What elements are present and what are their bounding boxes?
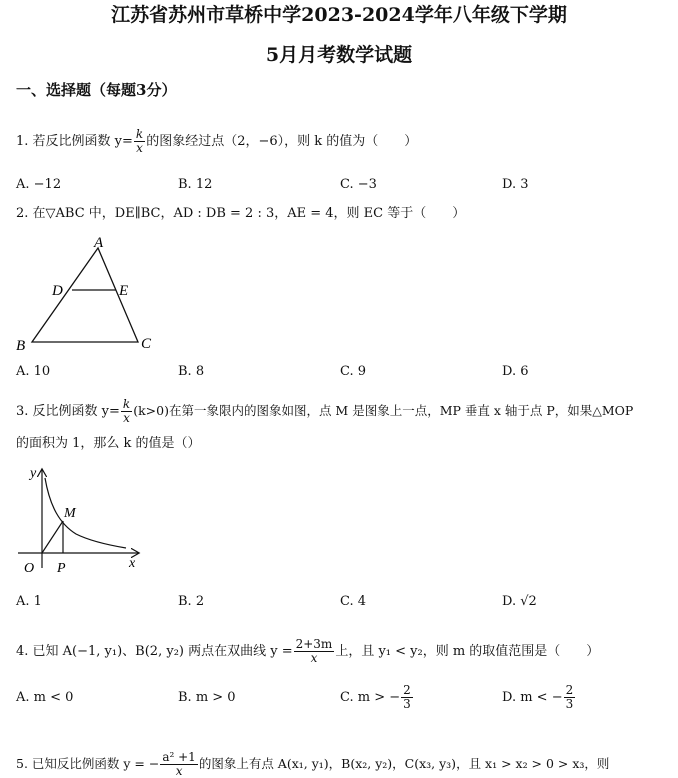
q1-frac-den: x: [136, 141, 143, 155]
q3-option-c: C. 4: [340, 594, 367, 609]
q4-frac-num: 2+3m: [295, 637, 333, 651]
label-x: x: [129, 556, 136, 571]
q4-option-d: [502, 684, 576, 711]
label-e: E: [119, 283, 129, 299]
q5-suffix: 的图象上有点 A(x₁, y₁)，B(x₂, y₂)，C(x₃, y₃)，且 x₁ > x₂ > 0 > x₃，则: [198, 756, 610, 771]
hyperbola-figure: [14, 462, 144, 578]
q4-option-c-num: 2: [403, 683, 411, 697]
q3-option-a: A. 1: [16, 594, 42, 609]
question-5: [16, 751, 609, 778]
q3-prefix: 3. 反比例函数 y=: [16, 404, 120, 419]
triangle-figure: [10, 232, 160, 354]
q3-option-d: D. √2: [502, 594, 537, 609]
q5-frac-num: a² +1: [162, 750, 196, 764]
q1-frac-num: k: [135, 127, 144, 141]
q1-option-a: A. −12: [16, 177, 62, 192]
q5-frac-den: x: [175, 764, 183, 778]
q3-option-b: B. 2: [178, 594, 205, 609]
q2-option-b: B. 8: [178, 364, 205, 379]
q4-option-d-fraction: [564, 684, 576, 711]
q5-fraction: [160, 751, 197, 778]
q4-option-c-prefix: C. m > −: [340, 690, 401, 705]
label-a: A: [94, 235, 104, 251]
label-y: y: [30, 466, 37, 481]
q4-option-c-fraction: [401, 684, 413, 711]
q4-suffix: 上，且 y₁ < y₂，则 m 的取值范围是（ ）: [335, 644, 600, 659]
q4-fraction: [294, 638, 335, 665]
q1-prefix: 1. 若反比例函数 y=: [16, 134, 133, 149]
q1-option-d: D. 3: [502, 177, 529, 192]
q1-suffix: 的图象经过点（2，−6），则 k 的值为（ ）: [146, 134, 418, 149]
q1-option-c: C. −3: [340, 177, 377, 192]
label-b: B: [16, 338, 26, 354]
q4-option-a: A. m < 0: [16, 690, 74, 705]
label-c: C: [141, 336, 152, 352]
hyperbola-curve: [45, 478, 126, 548]
q2-option-d: D. 6: [502, 364, 529, 379]
q3-frac-num: k: [122, 397, 131, 411]
label-m: M: [64, 506, 76, 521]
title-line1: 江苏省苏州市草桥中学2023-2024学年八年级下学期: [111, 4, 567, 26]
question-2: 2. 在▽ABC 中，DE∥BC，AD : DB = 2 : 3，AE = 4，则 EC 等于（ ）: [16, 206, 466, 221]
q4-option-d-num: 2: [565, 683, 574, 697]
q4-option-b: B. m > 0: [178, 690, 236, 705]
q4-prefix: 4. 已知 A(−1, y₁)、B(2, y₂) 两点在双曲线 y =: [16, 644, 293, 659]
q1-option-b: B. 12: [178, 177, 213, 192]
question-1: [16, 128, 417, 155]
q3-frac-den: x: [123, 411, 130, 425]
q4-option-d-den: 3: [565, 697, 574, 711]
q2-option-c: C. 9: [340, 364, 367, 379]
label-d: D: [52, 283, 63, 299]
q3-line2: 的面积为 1，那么 k 的值是（）: [16, 436, 201, 451]
question-3: [16, 398, 633, 425]
question-4: [16, 638, 599, 665]
q4-option-c-den: 3: [403, 697, 411, 711]
q4-frac-den: x: [310, 651, 318, 665]
q2-option-a: A. 10: [16, 364, 51, 379]
section-heading: 一、选择题（每题3分）: [16, 81, 177, 99]
q1-fraction: [134, 128, 145, 155]
label-p: P: [57, 561, 66, 576]
q4-option-c: [340, 684, 414, 711]
title-line2: 5月月考数学试题: [265, 44, 413, 66]
label-o: O: [24, 561, 35, 576]
q3-fraction: [121, 398, 132, 425]
q5-prefix: 5. 已知反比例函数 y = −: [16, 756, 160, 771]
q4-option-d-prefix: D. m < −: [502, 690, 563, 705]
q3-suffix: (k>0)在第一象限内的图象如图，点 M 是图象上一点，MP 垂直 x 轴于点 P，如果△MOP: [133, 403, 634, 418]
